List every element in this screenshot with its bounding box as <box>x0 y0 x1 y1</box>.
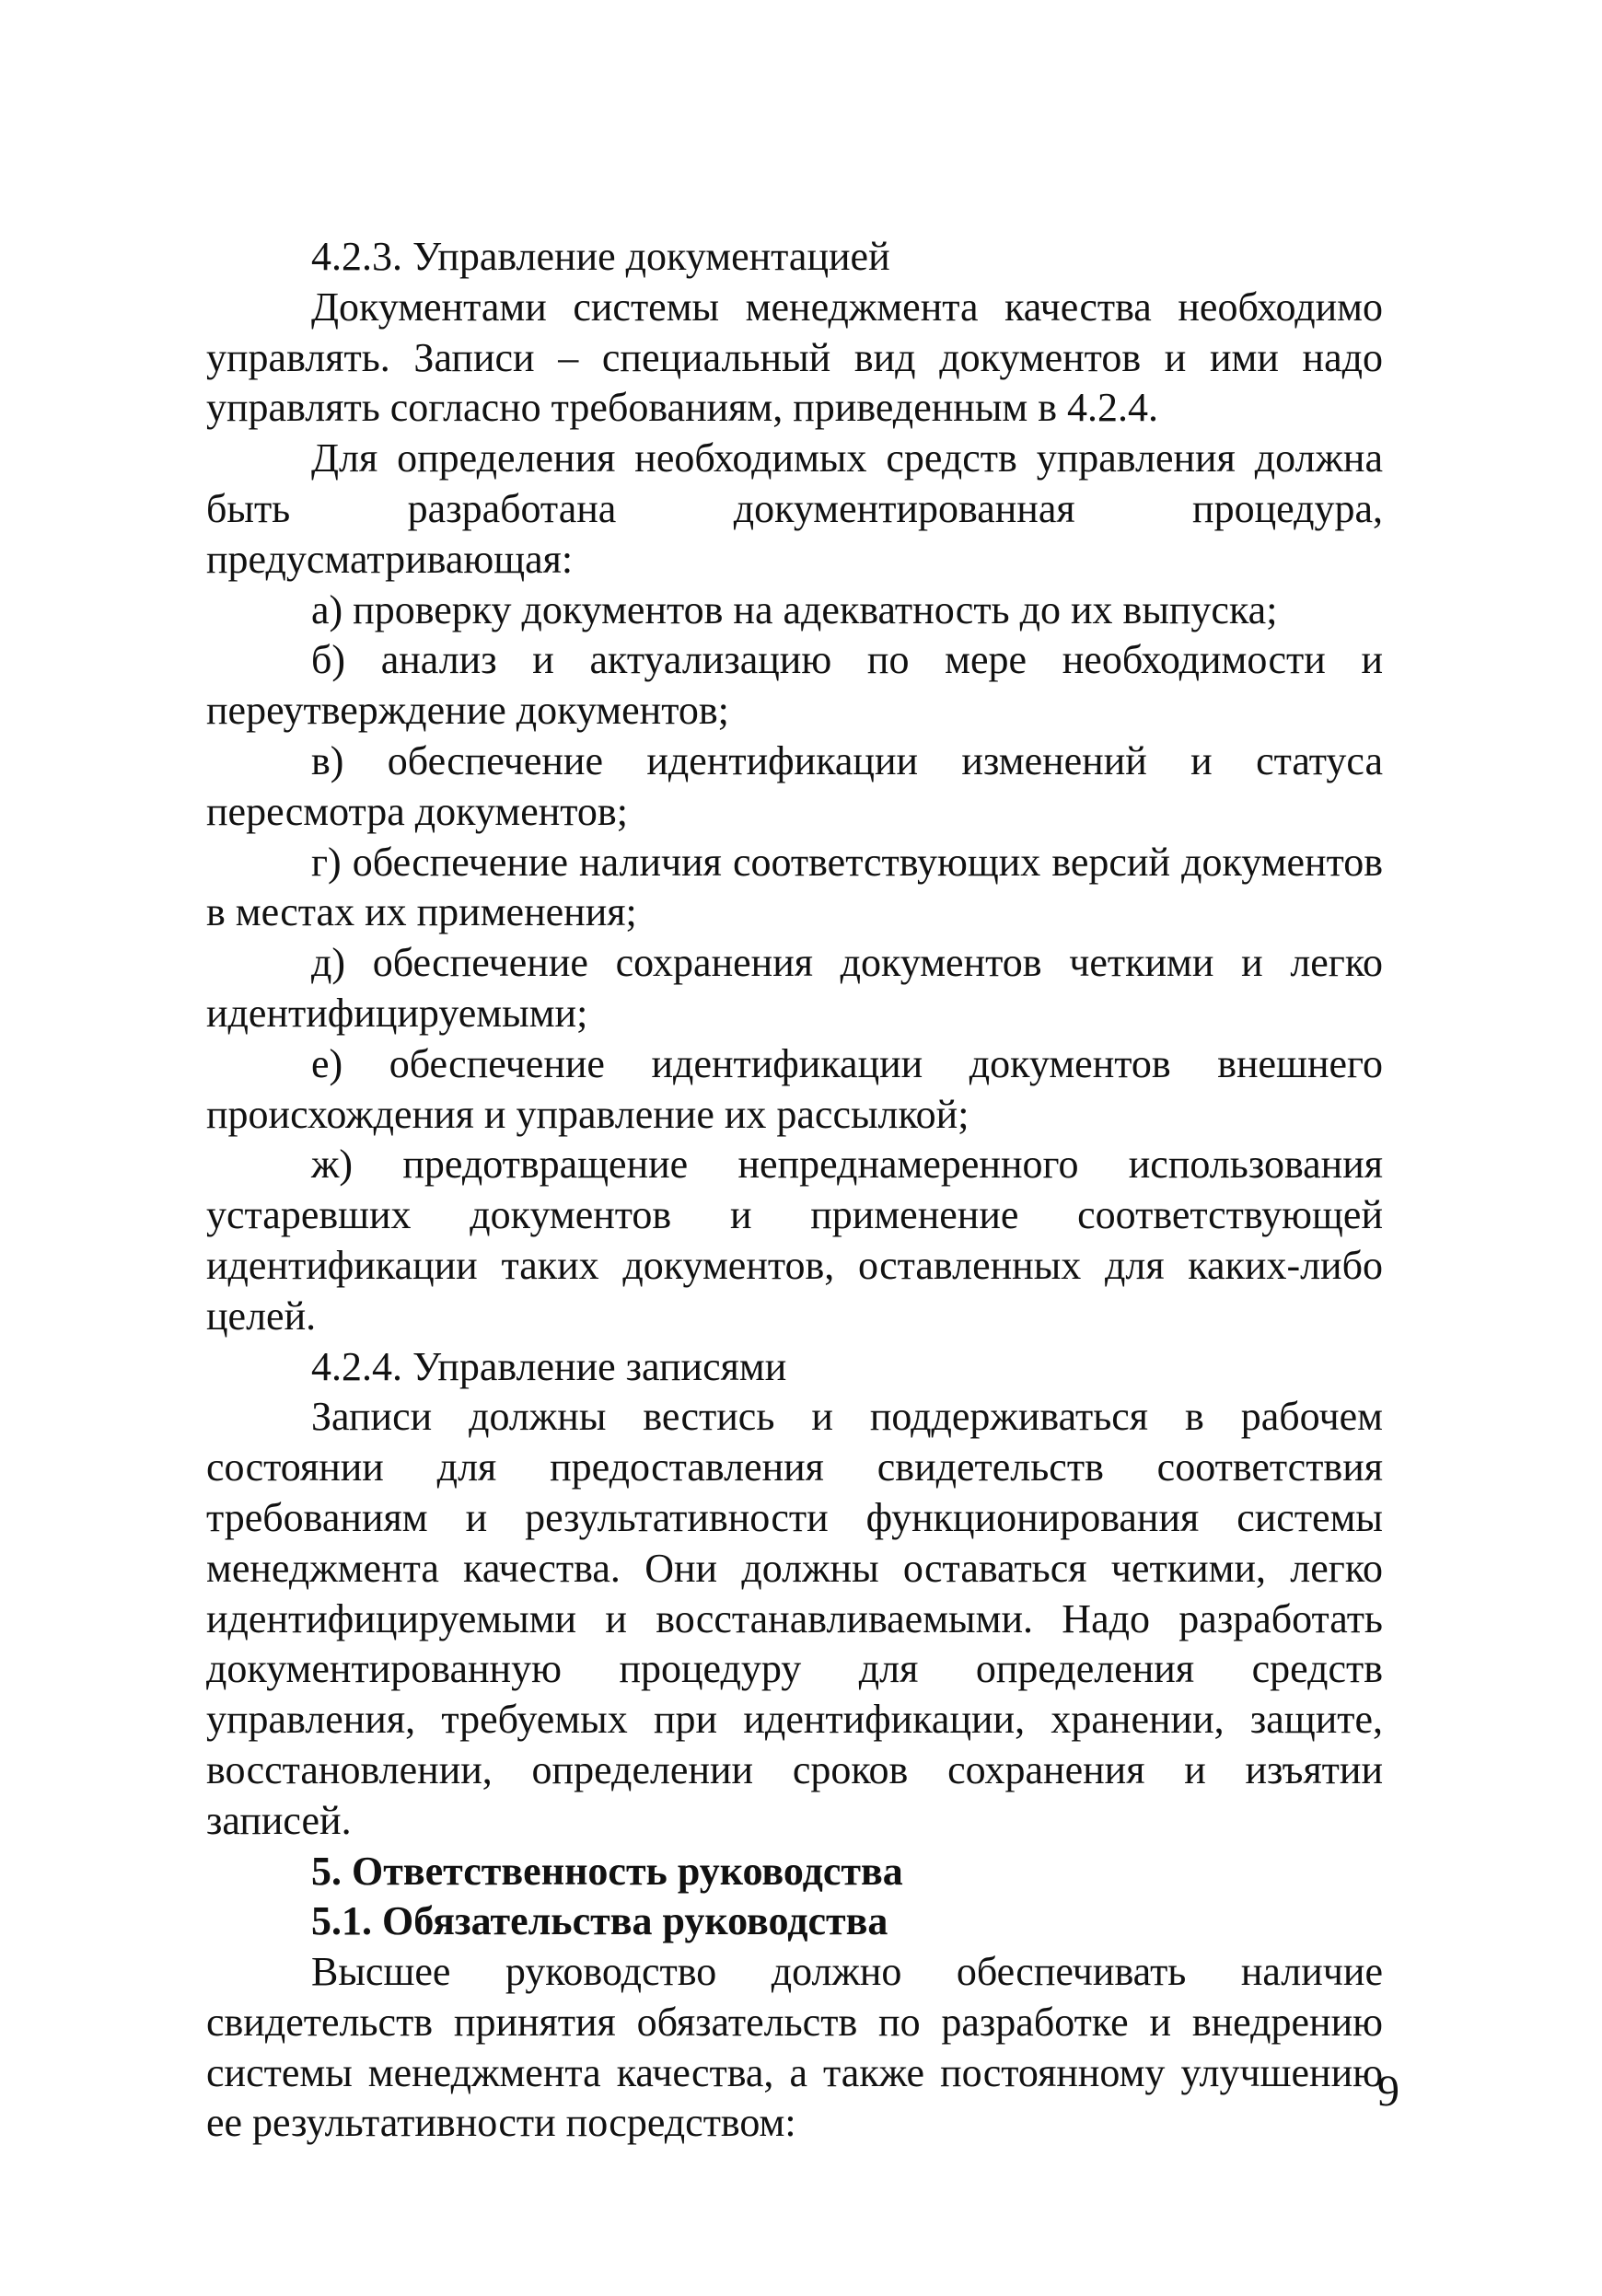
list-item-v: в) обеспечение идентификации изменений и статуса пересмотра документов; <box>206 737 1383 834</box>
section-heading-5: 5. Ответственность руководства <box>311 1848 903 1894</box>
list-item-d: д) обеспечение сохранения документов четкими и легко идентифицируемыми; <box>206 940 1383 1036</box>
section-heading-5-1: 5.1. Обязательства руководства <box>311 1898 888 1944</box>
section-heading-4-2-4: 4.2.4. Управление записями <box>311 1343 787 1389</box>
section-heading-4-2-3: 4.2.3. Управление документацией <box>311 234 890 279</box>
list-item-g: г) обеспечение наличия соответствующих версий документов в местах их применения; <box>206 839 1383 935</box>
paragraph-management-commitment: Высшее руководство должно обеспечивать наличие свидетельств принятия обязательств по разработке и внедрению системы менеджмента качества, а также постоянному улучшению ее результативности посредством: <box>206 1949 1383 2146</box>
paragraph-procedure-intro: Для определения необходимых средств управления должна быть разработана документированная процедура, предусматривающая: <box>206 435 1383 582</box>
list-item-b: б) анализ и актуализацию по мере необходимости и переутверждение документов; <box>206 637 1383 734</box>
paragraph-records-control: Записи должны вестись и поддерживаться в рабочем состоянии для предоставления свидетельств соответствия требованиям и результативности функционирования системы менеджмента качества. Они должны оставаться четкими, легко идентифицируемыми и восстанавливаемыми. Надо разработать документированную процедуру для определения средств управления, требуемых при идентификации, хранении, защите, восстановлении, определении сроков сохранения и изъятии записей. <box>206 1394 1383 1843</box>
list-item-a: а) проверку документов на адекватность до их выпуска; <box>311 586 1278 632</box>
list-item-e: е) обеспечение идентификации документов внешнего происхождения и управление их рассылкой; <box>206 1040 1383 1137</box>
page-number: 9 <box>1377 2067 1399 2116</box>
page-body <box>206 232 1383 2149</box>
list-item-zh: ж) предотвращение непреднамеренного использования устаревших документов и применение соответствующей идентификации таких документов, оставленных для каких-либо целей. <box>206 1142 1383 1339</box>
paragraph-documents-control: Документами системы менеджмента качества необходимо управлять. Записи – специальный вид документов и ими надо управлять согласно требованиям, приведенным в 4.2.4. <box>206 284 1383 431</box>
